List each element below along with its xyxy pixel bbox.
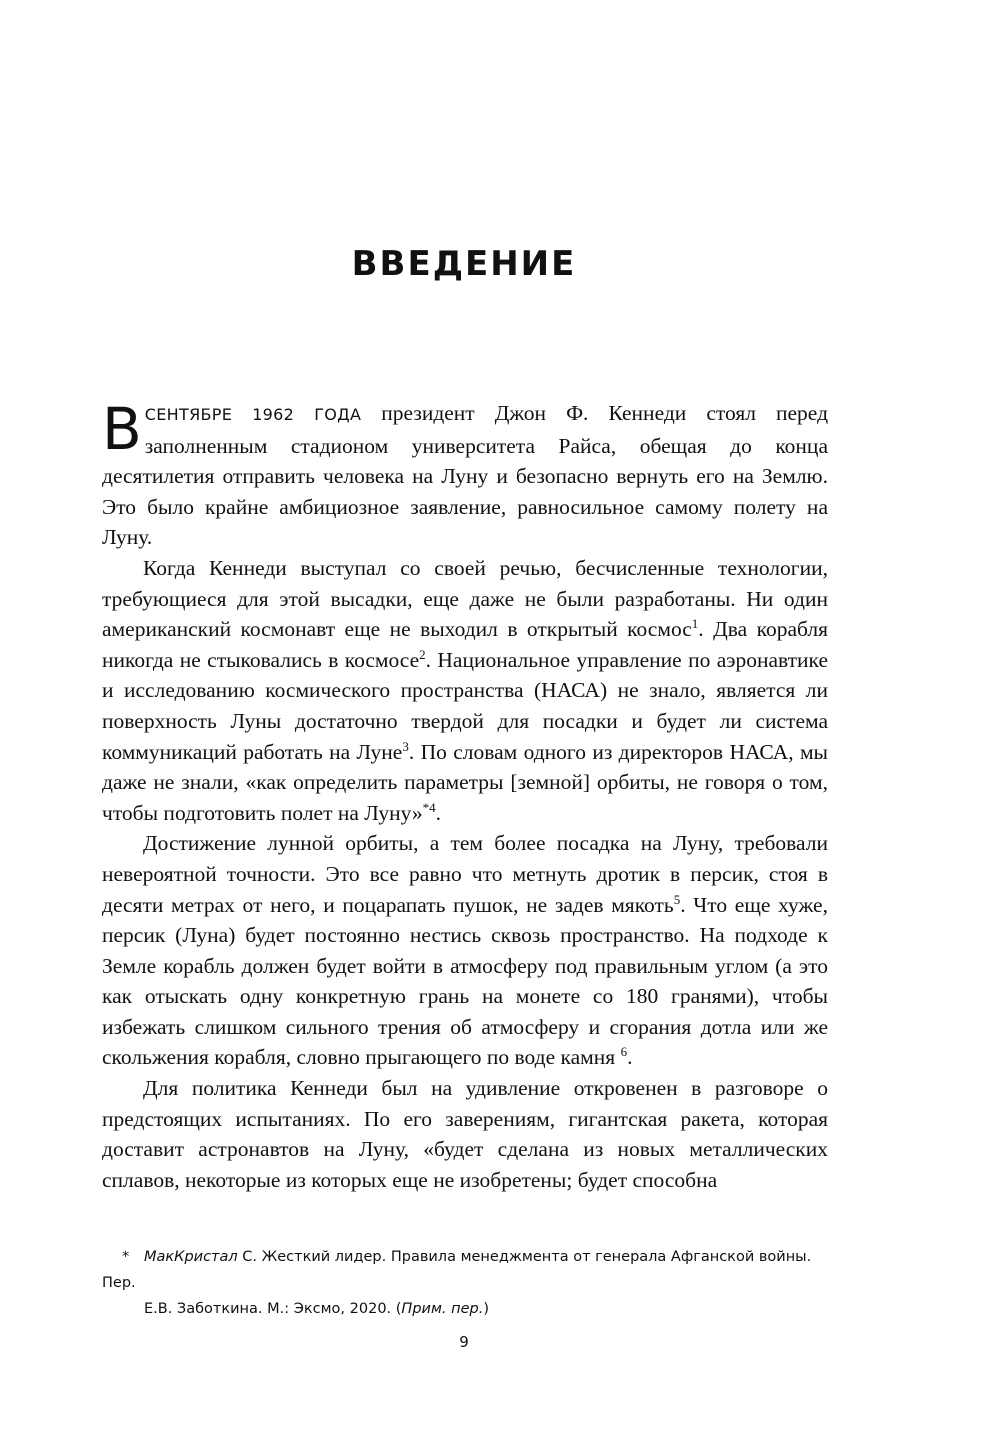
footnote-ref-2: 2 [419,646,426,662]
translator-note: Прим. пер. [401,1301,484,1317]
drop-cap: В [102,395,142,463]
lead-in: СЕНТЯБРЕ 1962 ГОДА [144,405,362,424]
footnote-ref-1: 1 [691,616,699,632]
footnote-mark: * [122,1249,130,1265]
paragraph-1 [102,395,829,553]
main-text [102,395,829,1195]
footnote-ref-4: *4 [422,799,436,815]
paragraph-3-text-a: Достижение лунной орбиты, а тем более посадка на Луну, требовали невероятной точности. Это все равно что метнуть дротик в персик, стоя в десяти метрах от него, и поцарапать пушок, не задев мякоть [102,831,828,917]
footnote [102,1244,828,1322]
footnote-ref-6: 6 [620,1044,628,1060]
paragraph-2-text-c: . Национальное управление по аэронавтике и исследованию космического пространства (НАСА) не знало, является ли поверхность Луны достаточно твердой для посадки и будет ли система коммуникаций работать на Луне [102,647,828,764]
paragraph-3-text-c: . [627,1045,633,1070]
paragraph-3-text-b: . Что еще хуже, персик (Луна) будет постоянно нестись сквозь пространство. На подходе к Земле корабль должен будет войти в атмосферу под правильным углом (а это как отыскать одну конкретную грань на монете со 180 гранями), чтобы избежать слишком сильного трения об атмосферу и сгорания дотла или же скольжения корабля, словно прыгающего по воде камня [102,892,828,1070]
page-number: 9 [459,1333,469,1351]
paragraph-2 [102,553,828,828]
footnote-line-1-text: С. Жесткий лидер. Правила менеджмента от генерала Афганской войны. Пер. [102,1249,812,1291]
footnote-line-2-text: Е.В. Заботкина. М.: Эксмо, 2020. ( [144,1301,402,1317]
paragraph-1-text: президент Джон Ф. Кеннеди стоял перед заполненным стадионом университета Райса, обещая до конца десятилетия отправить человека на Луну и безопасно вернуть его на Землю. Это было крайне амбициозное заявление, равносильное самому полету на Луну. [102,401,829,550]
paragraph-2-text-b: . Два корабля никогда не стыковались в космосе [102,617,829,672]
footnote-line-2-end: ) [483,1301,489,1317]
paragraph-4: Для политика Кеннеди был на удивление откровенен в разговоре о предстоящих испытаниях. По его заверениям, гигантская ракета, которая доставит астронавтов на Луну, «будет сделана из новых металлических сплавов, некоторые из которых еще не изобретены; будет способна [102,1076,828,1192]
paragraph-2-text-d: . По словам одного из директоров НАСА, мы даже не знали, «как определить параметры [земной] орбиты, не говоря о том, чтобы подготовить полет на Луну» [102,739,828,825]
chapter-title: ВВЕДЕНИЕ [351,244,577,284]
footnote-ref-3: 3 [402,738,409,754]
footnote-line-1 [102,1244,828,1296]
footnote-line-2 [102,1296,828,1322]
paragraph-2-text-a: Когда Кеннеди выступал со своей речью, бесчисленные технологии, требующиеся для этой высадки, еще даже не были разработаны. Ни один американский космонавт еще не выходил в открытый космос [102,555,828,642]
footnote-ref-5: 5 [673,891,681,907]
paragraph-3 [102,828,828,1073]
footnote-author: МакКристал [144,1249,238,1265]
paragraph-2-text-e: . [435,800,442,825]
